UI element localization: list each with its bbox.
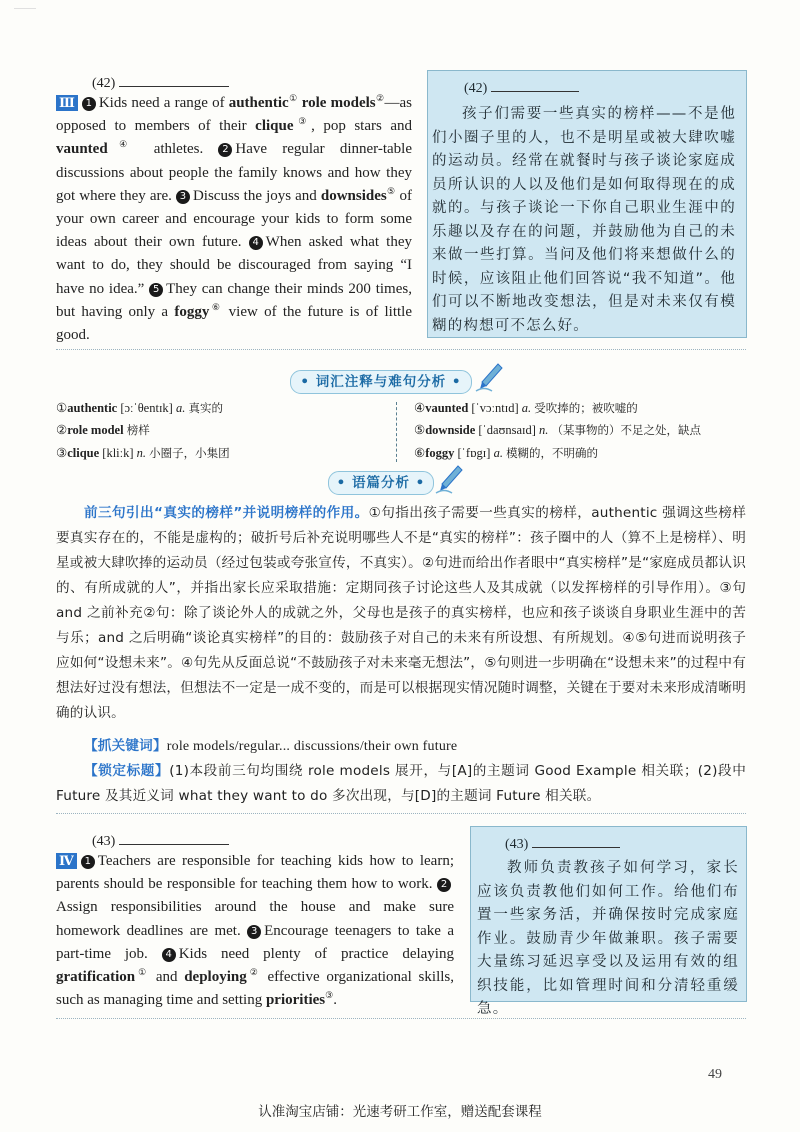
vocab-item: ②role model 榜样 [56, 423, 150, 438]
q42-translation-text: 孩子们需要一些真实的榜样——不是他们小圈子里的人，也不是明星或被大肆吹嘘的运动员。经常在就餐时与孩子谈论家庭成员所认识的人以及他们是如何取得现在的成就的。与孩子谈论一下你自己职业生涯中的乐趣以及存在的问题，并鼓励他为自己的未来做一些打算。当问及他们将来想做什么的时候，应该阻止他们回答说“我不知道”。他们可以不断地改变想法，但是对未来仅有模糊的构想可不怎么好。 [432, 106, 736, 334]
vocab-item: ⑥foggy [ˈfɒgɪ] a. 模糊的，不明确的 [414, 445, 599, 460]
vocab-item: ③clique [kliːk] n. 小圈子，小集团 [56, 445, 230, 460]
q43-number: (43) [92, 830, 229, 853]
discourse-analysis [56, 501, 746, 726]
q43-translation-text: 教师负责教孩子如何学习，家长应该负责教他们如何工作。给他们布置一些家务活，并确保按时完成家庭作业。鼓励青少年做兼职。孩子需要大量练习延迟享受以及运用有效的组织技能，比如管理时间和分清轻重缓急。 [477, 860, 739, 1017]
corner-mark [14, 0, 36, 9]
analysis-section-title: • 语篇分析 • [328, 471, 434, 495]
key-words: 【抓关键词】role models/regular... discussions/their own future [84, 738, 458, 754]
vocab-item: ①authentic [ɔːˈθentɪk] a. 真实的 [56, 401, 223, 415]
q42-answer-blank[interactable] [119, 72, 229, 87]
q42-passage: Ⅲ 1 Kids need a range of authentic① role models②—as opposed to members of their clique③, pop stars and vaunted④ athletes. 2 Have regular dinner-table discussions about people the family knows and how they got where they are. 3 Discuss the joys and downsides⑤ of your own career and encourage your kids to form some ideas about their own future. 4 When asked what they want to do, they should be discouraged from saying “I have no idea.” 5 They can change their minds 200 times, but having only a foggy⑥ view of the future is of little good. [56, 93, 413, 344]
footer-notice: 认准淘宝店铺：光速考研工作室，赠送配套课程 [258, 1104, 542, 1120]
page-number: 49 [708, 1067, 722, 1082]
q43-answer-blank[interactable] [119, 830, 229, 845]
q43-passage: Ⅳ 1 Teachers are responsible for teaching kids how to learn; parents should be responsible for teaching them how to work. 2Assign responsibilities around the house and make sure homework deadlines are met. 3 Encourage teenagers to take a part-time job. 4 Kids need plenty of practice delaying gratification① and deploying② effective organizational skills, such as managing time and setting priorities③. [56, 853, 454, 1009]
section-divider [56, 1018, 746, 1019]
section-divider [56, 349, 746, 350]
vocab-section-title: • 词汇注释与难句分析 • [290, 370, 472, 394]
paragraph-roman-numeral: Ⅲ [56, 95, 78, 111]
q42-translation-number: (42) [464, 77, 579, 101]
vocab-item: ⑤downside [ˈdaʊnsaɪd] n. （某事物的）不足之处，缺点 [414, 423, 702, 438]
analysis-body: ①句指出孩子需要一些真实的榜样，authentic 强调这些榜样要真实存在的，不能是虚构的；破折号后补充说明哪些人不是“真实的榜样”：孩子圈中的人（算不上是榜样）、明星或被大肆吹捧的运动员（经过包装或夸张宣传，不真实）。②句进而给出作者眼中“真实榜样”是“家庭成员都认识的、有所成就的人”，并指出家长应采取措施：定期同孩子讨论这些人及其成就（以发挥榜样的引导作用）。③句 and 之前补充②句：除了谈论外人的成就之外，父母也是孩子的真实榜样，也应和孩子谈谈自身职业生涯中的苦与乐；and 之后明确“谈论真实榜样”的目的：鼓励孩子对自己的未来有所设想、有所规划。④⑤句进而说明孩子应如何“设想未来”。④句先从反面总说“不鼓励孩子对未来毫无想法”，⑤句则进一步明确在“设想未来”的过程中有想法好过没有想法，但想法不一定是一成不变的，而是可以根据现实情况随时调整，关键在于要对未来形成清晰明确的认识。 [56, 505, 746, 721]
vocab-list-right [414, 397, 754, 464]
pen-icon [474, 362, 504, 394]
lock-title: 【锁定标题】(1)本段前三句均围绕 role models 展开，与[A]的主题词 Good Example 相关联；(2)段中 Future 及其近义词 what they want to do 多次出现，与[D]的主题词 Future 相关联。 [56, 763, 746, 804]
paragraph-roman-numeral: Ⅳ [56, 853, 77, 869]
section-divider [56, 813, 746, 814]
vocab-item: ④vaunted [ˈvɔːntɪd] a. 受吹捧的；被吹嘘的 [414, 401, 638, 415]
vocab-column-divider [396, 402, 403, 462]
pen-icon [434, 464, 464, 496]
q43-translation-number: (43) [505, 833, 620, 857]
vocab-list-left [56, 397, 386, 464]
q43-translation-box [470, 826, 747, 1017]
q42-number: (42) [92, 72, 229, 95]
q42-translation-box [427, 70, 747, 338]
analysis-lead: 前三句引出“真实的榜样”并说明榜样的作用。 [84, 505, 369, 521]
